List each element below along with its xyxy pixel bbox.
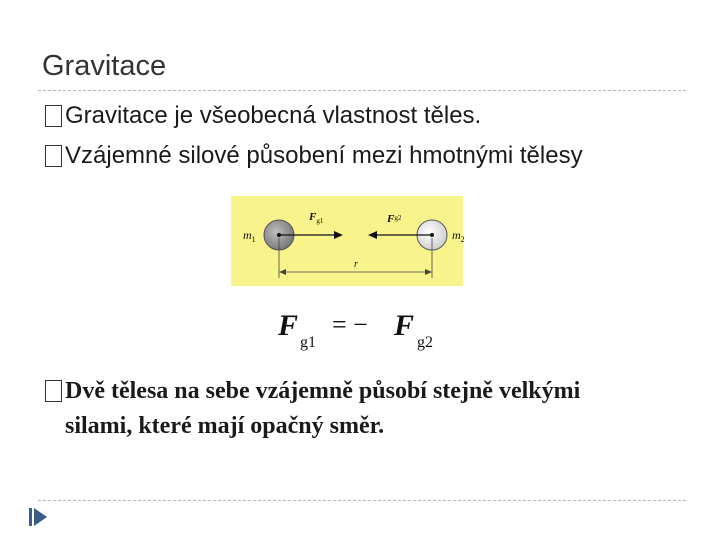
equation-rhs: F <box>394 309 415 342</box>
bullet-3-continuation: silami, které mají opačný směr. <box>65 413 385 439</box>
distance-label: r <box>354 259 358 270</box>
next-slide-arrow-icon[interactable] <box>34 508 47 526</box>
bullet-2-text: Vzájemné silové působení mezi hmotnými tělesy <box>65 142 583 169</box>
equation-rhs-sub: g2 <box>417 334 433 351</box>
gravity-diagram-svg <box>231 196 463 286</box>
equation-lhs-sub: g1 <box>300 334 316 351</box>
bullet-1 <box>45 102 481 130</box>
force-equation-svg <box>276 305 446 355</box>
equation-operator: = − <box>332 310 368 339</box>
force-2-label: Fg2 <box>387 213 402 225</box>
bullet-box-icon <box>45 380 62 402</box>
footer-divider <box>38 500 686 501</box>
title-divider <box>38 90 686 91</box>
force-1-arrowhead <box>334 231 343 239</box>
nav-bar-icon <box>29 508 32 526</box>
mass-2-label: $m_2$ <box>452 228 465 244</box>
distance-arrowhead-left <box>279 269 286 275</box>
mass-1-label: $m_1$ <box>243 228 256 244</box>
slide-title: Gravitace <box>42 50 167 82</box>
force-equation <box>276 305 446 355</box>
force-2-arrowhead <box>368 231 377 239</box>
equation-lhs: F <box>278 309 299 342</box>
bullet-1-text: Gravitace je všeobecná vlastnost těles. <box>65 102 482 129</box>
bullet-box-icon <box>45 145 62 167</box>
bullet-3 <box>45 378 580 405</box>
distance-arrowhead-right <box>425 269 432 275</box>
bullet-box-icon <box>45 105 62 127</box>
force-1-label: $F_{g1}$ <box>309 211 324 225</box>
mass-2-center <box>430 233 434 237</box>
bullet-3-text: Dvě tělesa na sebe vzájemně působí stejně velkými <box>65 378 581 404</box>
gravity-diagram <box>231 196 463 286</box>
bullet-2 <box>45 142 583 170</box>
mass-1-center <box>277 233 281 237</box>
